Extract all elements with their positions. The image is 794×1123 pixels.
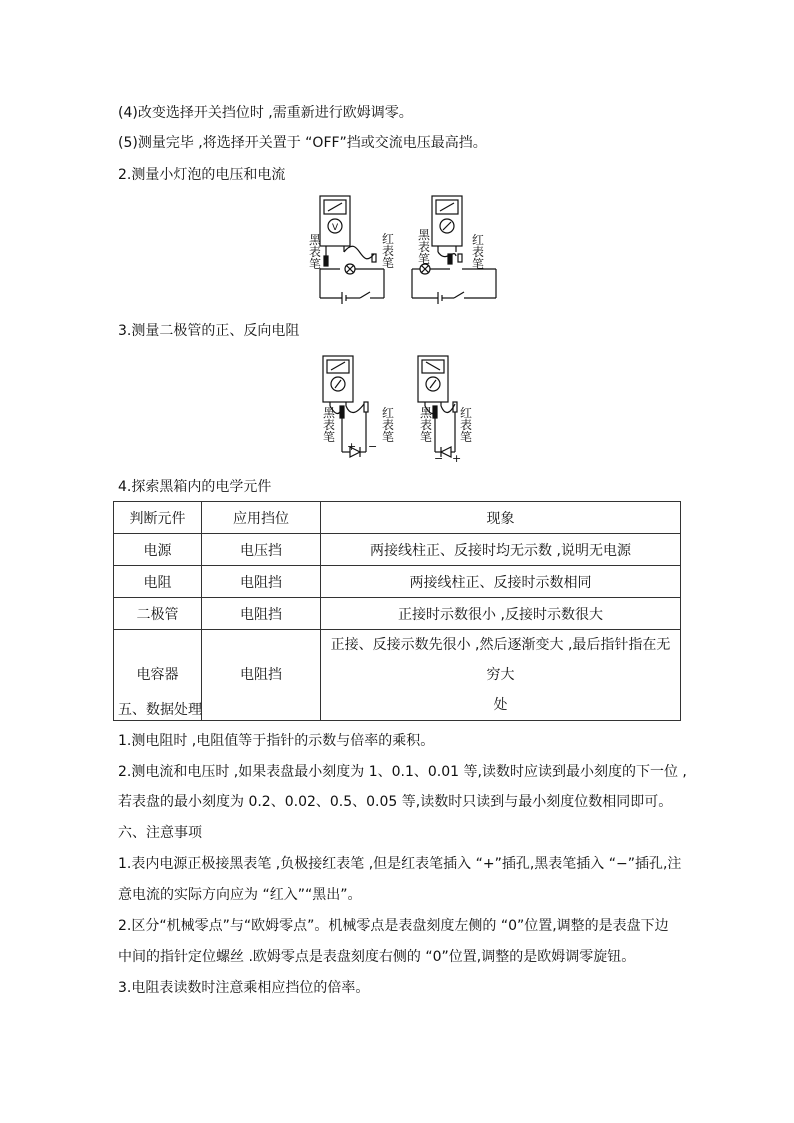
table-cell: 二极管 bbox=[114, 598, 202, 630]
table-row bbox=[114, 534, 681, 566]
section-4-heading: 4.探索黑箱内的电学元件 bbox=[118, 479, 272, 495]
plus-sign: + bbox=[347, 440, 357, 453]
minus-sign: − bbox=[368, 440, 378, 453]
switch-icon bbox=[360, 292, 370, 298]
lamp-measurement-figure bbox=[300, 192, 500, 304]
black-probe-label: 黑 表 笔 bbox=[309, 233, 322, 271]
table-header: 判断元件 bbox=[114, 502, 202, 534]
table-cell: 电容器 bbox=[114, 630, 202, 721]
table-cell: 两接线柱正、反接时示数相同 bbox=[321, 566, 681, 598]
plus-sign: + bbox=[452, 452, 462, 465]
meter-needle bbox=[328, 203, 342, 211]
paragraph: 意电流的实际方向应为 “红入”“黑出”。 bbox=[118, 887, 362, 903]
paragraph: 1.表内电源正极接黑表笔 ,负极接红表笔 ,但是红表笔插入 “+”插孔,黑表笔插入 “−”插孔,注 bbox=[118, 856, 682, 872]
svg-text:V: V bbox=[332, 223, 339, 233]
black-probe bbox=[448, 254, 452, 264]
red-probe-label: 红 表 笔 bbox=[472, 233, 485, 271]
step-5-text: (5)测量完毕 ,将选择开关置于 “OFF”挡或交流电压最高挡。 bbox=[118, 135, 487, 151]
table-header: 现象 bbox=[321, 502, 681, 534]
table-cell-line: 正接、反接示数先很小 ,然后逐渐变大 ,最后指针指在无穷大 bbox=[330, 637, 671, 683]
section-6-heading: 六、注意事项 bbox=[118, 825, 202, 841]
step-4-text: (4)改变选择开关挡位时 ,需重新进行欧姆调零。 bbox=[118, 105, 413, 121]
table-cell bbox=[321, 630, 681, 721]
black-probe bbox=[340, 406, 344, 418]
switch-icon bbox=[454, 292, 464, 298]
table-row bbox=[114, 566, 681, 598]
paragraph: 若表盘的最小刻度为 0.2、0.02、0.5、0.05 等,读数时只读到与最小刻度位数相同即可。 bbox=[118, 794, 673, 810]
table-cell: 电阻挡 bbox=[202, 630, 321, 721]
table-cell: 两接线柱正、反接时均无示数 ,说明无电源 bbox=[321, 534, 681, 566]
meter-needle bbox=[331, 362, 345, 370]
black-probe-label: 黑 表 笔 bbox=[323, 406, 336, 444]
paragraph: 2.区分“机械零点”与“欧姆零点”。机械零点是表盘刻度左侧的 “0”位置,调整的是表盘下边 bbox=[118, 918, 669, 934]
section-3-heading: 3.测量二极管的正、反向电阻 bbox=[118, 323, 300, 339]
paragraph: 中间的指针定位螺丝 .欧姆零点是表盘刻度右侧的 “0”位置,调整的是欧姆调零旋钮。 bbox=[118, 949, 636, 965]
diode-measurement-figure bbox=[318, 350, 478, 465]
red-probe-label: 红 表 笔 bbox=[382, 232, 395, 270]
table-header-row bbox=[114, 502, 681, 534]
table-cell: 电阻挡 bbox=[202, 566, 321, 598]
table-cell: 电阻 bbox=[114, 566, 202, 598]
meter-needle bbox=[426, 362, 440, 370]
minus-sign: − bbox=[434, 452, 444, 465]
meter-needle bbox=[440, 203, 454, 211]
paragraph: 1.测电阻时 ,电阻值等于指针的示数与倍率的乘积。 bbox=[118, 733, 435, 749]
table-cell: 电压挡 bbox=[202, 534, 321, 566]
black-probe bbox=[324, 256, 328, 266]
table-cell: 电阻挡 bbox=[202, 598, 321, 630]
section-2-heading: 2.测量小灯泡的电压和电流 bbox=[118, 167, 286, 183]
red-probe bbox=[364, 402, 368, 412]
red-probe-label: 红 表 笔 bbox=[382, 406, 395, 444]
paragraph: 3.电阻表读数时注意乘相应挡位的倍率。 bbox=[118, 980, 370, 996]
black-probe bbox=[433, 406, 437, 418]
black-probe-label: 黑 表 笔 bbox=[418, 228, 431, 266]
section-5-heading: 五、数据处理 bbox=[118, 702, 202, 718]
red-probe-label: 红 表 笔 bbox=[460, 406, 473, 444]
table-cell: 电源 bbox=[114, 534, 202, 566]
paragraph: 2.测电流和电压时 ,如果表盘最小刻度为 1、0.1、0.01 等,读数时应读到最小刻度的下一位 , bbox=[118, 764, 687, 780]
table-row bbox=[114, 598, 681, 630]
voltage-meter-circuit bbox=[320, 196, 384, 304]
red-probe bbox=[458, 254, 462, 262]
table-header: 应用挡位 bbox=[202, 502, 321, 534]
table-cell: 正接时示数很小 ,反接时示数很大 bbox=[321, 598, 681, 630]
black-box-table bbox=[113, 501, 681, 721]
table-cell-line: 处 bbox=[493, 697, 508, 713]
black-probe-label: 黑 表 笔 bbox=[420, 406, 433, 444]
